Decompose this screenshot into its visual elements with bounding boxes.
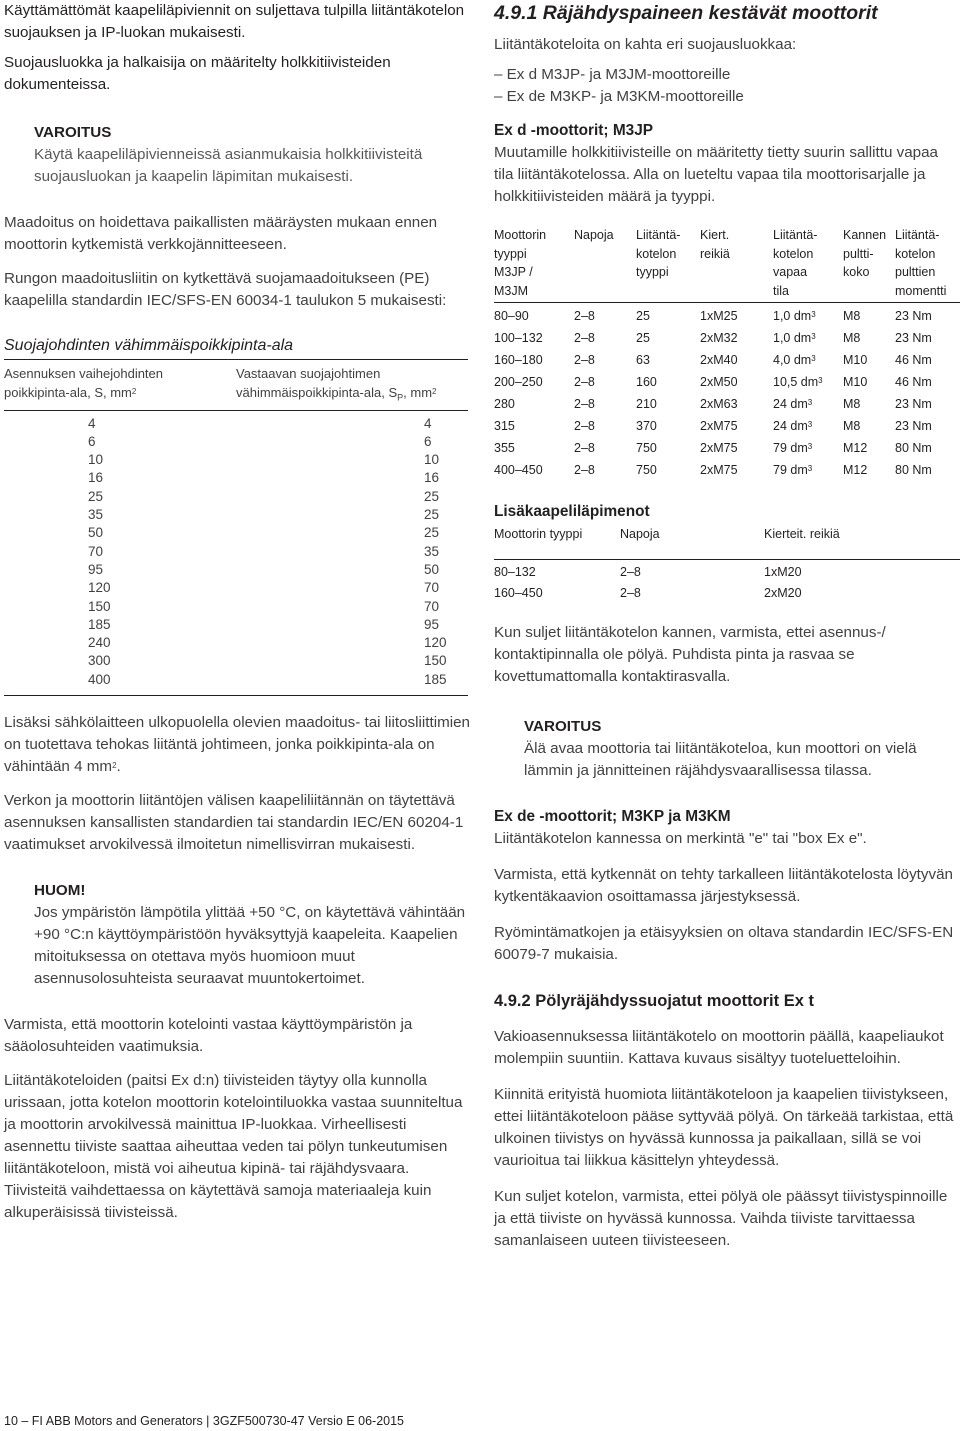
warning-title: VAROITUS [524, 718, 602, 735]
cell-text: 315 [494, 419, 515, 433]
table-cell [700, 393, 773, 415]
pe-table-body [4, 415, 468, 689]
table-cell: 185 [88, 616, 111, 632]
table-row [494, 327, 960, 349]
table-cell [843, 393, 895, 415]
header-text: reikiä [700, 246, 730, 261]
table-cell [574, 327, 636, 349]
cell-text: 80 Nm [895, 463, 932, 477]
table-cell [636, 305, 700, 327]
note-text: Jos ympäristön lämpötila ylittää +50 °C, on käytettävä vähintään +90 °C:n käyttöympäristöön hyväksyttyjä kaapeleita. Kaapelien mitoituksessa on otettava myös huomioon muut asennusolosuhteista seuraavat muuntokertoimet. [34, 904, 466, 988]
cell-text: 2–8 [574, 375, 595, 389]
cable-connection-paragraph: Verkon ja moottorin liitäntöjen välisen kaapeliliitännän on täytettävä asennuksen kansallisten standardien tai standardin IEC/EN 60204-1 vaatimukset arvokilvessä ilmoitetun nimellisvirran mukaisesti. [4, 792, 464, 854]
header-text: pultti- [843, 246, 874, 261]
cell-text: 10,5 dm [773, 375, 819, 389]
pe-table-rule [4, 410, 468, 411]
table-row [4, 469, 468, 487]
superscript: 3 [811, 310, 816, 319]
enclosure-paragraph: Varmista, että moottorin kotelointi vastaa käyttöympäristön ja sääolosuhteiden vaatimuksia. [4, 1016, 413, 1056]
table-row [494, 415, 960, 437]
table-cell: 80–132 [494, 565, 536, 579]
section-heading-491: 4.9.1 Räjähdyspaineen kestävät moottorit [494, 2, 878, 24]
table-cell [843, 437, 895, 459]
header-text: Moottorin [494, 228, 547, 242]
table-cell [895, 371, 960, 393]
superscript: 3 [811, 354, 816, 363]
table-cell [494, 349, 574, 371]
marking-paragraph: Liitäntäkotelon kannessa on merkintä "e" tai "box Ex e". [494, 830, 867, 847]
table-cell [574, 349, 636, 371]
header-text: tila [773, 283, 789, 298]
header-text: kotelon [773, 246, 814, 261]
right-column [494, 0, 960, 1252]
table-header-cell: Moottorin tyyppi [494, 527, 583, 541]
table-header-cell [843, 226, 895, 300]
superscript: 2 [131, 387, 137, 396]
table-row [4, 451, 468, 469]
frame-earthing-paragraph: Rungon maadoitusliitin on kytkettävä suojamaadoitukseen (PE) kaapelilla standardin IEC/SFS-EN 60034-1 taulukon 5 mukaisesti: [4, 270, 447, 309]
warning-box-2 [494, 716, 960, 782]
dash-list [494, 64, 960, 108]
cell-text: 25 [636, 309, 650, 323]
table-cell: 4 [88, 415, 96, 431]
cell-text: 46 Nm [895, 353, 932, 367]
table-cell [773, 305, 843, 327]
table-cell: 16 [88, 470, 104, 486]
intro-paragraph-1: Käyttämättömät kaapeliläpiviennit on suljettava tulpilla liitäntäkotelon suojauksen ja IP-luokan mukaisesti. [4, 2, 465, 41]
cell-text: 750 [636, 463, 657, 477]
table-cell [636, 415, 700, 437]
table-cell: 4 [424, 415, 432, 431]
cell-text: 750 [636, 441, 657, 455]
wiring-order-paragraph: Varmista, että kytkennät on tehty tarkalleen liitäntäkotelosta löytyvän kytkentäkaavion osoittamassa järjestyksessä. [494, 866, 953, 905]
header-text: pulttien [895, 265, 936, 279]
table-cell [636, 371, 700, 393]
table-cell [843, 371, 895, 393]
gasket-paragraph: Liitäntäkoteloiden (paitsi Ex d:n) tiivisteiden täytyy olla kunnolla urissaan, jotta kotelon moottorin kotelointiluokka vastaa suunniteltua ja moottorin arvokilvessä mainittua IP-luokkaa. Virheellisesti asennettu tiiviste saattaa aiheuttaa veden tai pölyn tunkeutumisen liitäntäkoteloon, mistä voi aiheutua kipinä- tai räjähdysvaara. Tiivisteitä vaihdettaessa on käytettävä samoja materiaaleja kuin alkuperäisissä tiivisteissä. [4, 1072, 463, 1222]
table-row [4, 671, 468, 689]
header-text: M3JP / [494, 265, 533, 279]
table-cell [574, 459, 636, 481]
warning-box-1 [4, 122, 470, 188]
earthing-paragraph: Maadoitus on hoidettava paikallisten määräysten mukaan ennen moottorin kytkemistä verkkojännitteeseen. [4, 214, 438, 253]
table-cell: 50 [424, 561, 440, 577]
table-cell [494, 393, 574, 415]
table-cell: 120 [424, 635, 447, 651]
table-cell [494, 415, 574, 437]
table-cell [773, 415, 843, 437]
extra-cable-table-body [494, 562, 960, 604]
cell-text: 2–8 [574, 331, 595, 345]
table-cell: 35 [88, 507, 104, 523]
header-text: Asennuksen vaihejohdinten [4, 366, 164, 381]
superscript: 2 [112, 761, 117, 771]
table-cell: 1xM20 [764, 565, 802, 579]
table-header-cell [4, 364, 236, 408]
header-text: koko [843, 265, 870, 279]
table-cell: 35 [424, 543, 440, 559]
header-text: tyyppi [636, 265, 669, 279]
page-footer: 10 – FI ABB Motors and Generators | 3GZF500730-47 Versio E 06-2015 [4, 1414, 404, 1428]
cell-text: 2xM63 [700, 397, 738, 411]
exde-heading: Ex de -moottorit; M3KP ja M3KM [494, 808, 731, 825]
table-row [4, 415, 468, 433]
table-row [4, 579, 468, 597]
cell-text: 1,0 dm [773, 331, 812, 345]
table-cell [574, 415, 636, 437]
table-row [494, 583, 960, 604]
table-row [4, 652, 468, 670]
header-text: momentti [895, 283, 947, 298]
table-row [4, 506, 468, 524]
table-cell [843, 459, 895, 481]
cell-text: M12 [843, 463, 868, 477]
table-cell: 6 [424, 433, 432, 449]
table-cell: 120 [88, 580, 111, 596]
table-cell [700, 327, 773, 349]
cell-text: 2xM40 [700, 353, 738, 367]
cell-text: M8 [843, 397, 861, 411]
header-text: Kiert. [700, 228, 730, 242]
table-cell: 70 [88, 543, 104, 559]
table-cell [843, 305, 895, 327]
table-row [494, 371, 960, 393]
note-box [4, 880, 470, 990]
section-heading-492: 4.9.2 Pölyräjähdyssuojatut moottorit Ex t [494, 992, 814, 1010]
cell-text: 2xM32 [700, 331, 738, 345]
table-cell [773, 393, 843, 415]
note-title: HUOM! [34, 882, 86, 900]
superscript: 3 [807, 442, 813, 451]
table-header-cell [236, 364, 468, 408]
table-row [494, 349, 960, 371]
table-cell [700, 349, 773, 371]
table-cell: 25 [424, 525, 440, 541]
table-row [494, 305, 960, 327]
table-cell: 2–8 [620, 565, 641, 579]
cell-text: 80 Nm [895, 441, 932, 455]
table-cell [700, 415, 773, 437]
cell-text: 23 Nm [895, 309, 932, 323]
additional-earthing-paragraph [4, 712, 470, 778]
table-row [4, 543, 468, 561]
table-cell [895, 393, 960, 415]
extra-cable-heading: Lisäkaapeliläpimenot [494, 503, 650, 520]
table-cell [773, 371, 843, 393]
table-cell [636, 459, 700, 481]
cell-text: M10 [843, 375, 868, 389]
cell-text: 210 [636, 397, 657, 411]
cell-text: 370 [636, 419, 657, 433]
cell-text: 355 [494, 441, 515, 455]
cell-text: 160 [636, 375, 657, 389]
table-row [494, 459, 960, 481]
cell-text: M8 [843, 309, 861, 323]
cell-text: 280 [494, 397, 515, 411]
table-cell [700, 371, 773, 393]
cell-text: M10 [843, 353, 868, 367]
superscript: 3 [807, 420, 813, 429]
warning-title: VAROITUS [34, 124, 112, 141]
list-item: – Ex de M3KP- ja M3KM-moottoreille [494, 88, 744, 105]
table-cell [773, 327, 843, 349]
creepage-paragraph: Ryömintämatkojen ja etäisyyksien on oltava standardin IEC/SFS-EN 60079-7 mukaisia. [494, 924, 954, 963]
cell-text: 2–8 [574, 397, 595, 411]
superscript: 3 [811, 332, 816, 341]
table-cell [895, 327, 960, 349]
header-text: vapaa [773, 265, 808, 279]
table-header-cell [700, 226, 773, 300]
table-cell [700, 305, 773, 327]
cell-text: 2–8 [574, 309, 595, 323]
header-text: Liitäntä- [773, 228, 818, 242]
table-header-cell [494, 226, 574, 300]
table-cell: 150 [424, 653, 447, 669]
superscript: 3 [818, 376, 823, 385]
pe-table-title: Suojajohdinten vähimmäispoikkipinta-ala [4, 337, 294, 354]
table-cell [895, 437, 960, 459]
table-cell [773, 437, 843, 459]
cell-text: 23 Nm [895, 397, 932, 411]
superscript: 2 [432, 387, 437, 396]
cell-text: 80–90 [494, 309, 529, 323]
table-cell [843, 349, 895, 371]
header-text: Kannen [843, 228, 887, 242]
header-text: Napoja [574, 228, 614, 242]
cell-text: 400–450 [494, 463, 543, 477]
table-cell [773, 349, 843, 371]
extra-cable-table [494, 525, 960, 543]
cell-text: 100–132 [494, 331, 543, 345]
superscript: 3 [807, 398, 813, 407]
table-cell [494, 327, 574, 349]
table-cell: 95 [88, 561, 104, 577]
table-row [4, 598, 468, 616]
terminal-box-table [494, 226, 960, 300]
cell-text: 1xM25 [700, 309, 738, 323]
terminal-box-table-body [494, 305, 960, 481]
table-cell [843, 415, 895, 437]
paragraph-text: . [116, 758, 121, 776]
table-header-row [494, 226, 960, 300]
table-cell: 10 [88, 452, 104, 468]
table-cell [773, 459, 843, 481]
table-header-cell [636, 226, 700, 300]
cell-text: 2xM50 [700, 375, 738, 389]
cell-text: 2–8 [574, 463, 595, 477]
table-cell: 70 [424, 598, 440, 614]
table-cell: 70 [424, 580, 440, 596]
cell-text: 63 [636, 353, 650, 367]
table-cell: 10 [424, 452, 440, 468]
subscript: P [397, 392, 404, 403]
table-cell [636, 349, 700, 371]
cell-text: 160–180 [494, 353, 543, 367]
table-header-cell [773, 226, 843, 300]
table-cell: 25 [424, 488, 440, 504]
header-text: M3JM [494, 283, 529, 298]
table-cell [895, 305, 960, 327]
table-cell: 2–8 [620, 586, 641, 600]
cell-text: 24 dm [773, 397, 808, 411]
table-cell [636, 393, 700, 415]
pe-conductor-table [4, 364, 468, 408]
table-cell [636, 327, 700, 349]
cell-text: 23 Nm [895, 419, 932, 433]
intro-paragraph-2: Suojausluokka ja halkaisija on määritelty holkkitiivisteiden dokumenteissa. [4, 54, 391, 93]
header-text: poikkipinta-ala, S, mm [4, 385, 132, 400]
table-rule [494, 302, 960, 303]
header-text: kotelon [636, 246, 677, 261]
free-space-paragraph: Muutamille holkkitiivisteille on määritetty tietty suurin sallittu vapaa tila liitäntäkotelossa. Alla on lueteltu vapaa tila moottorisarjalle ja holkkitiivisteiden määrä ja tyyppi. [494, 144, 938, 205]
cell-text: 4,0 dm [773, 353, 812, 367]
table-cell: 300 [88, 653, 111, 669]
cell-text: 46 Nm [895, 375, 932, 389]
dust-sealing-paragraph: Kiinnitä erityistä huomiota liitäntäkoteloon ja kaapelien tiivistykseen, ettei liitäntäkoteloon pääse syttyvää pölyä. On tärkeää tarkistaa, että ulkoinen tiivistys on hyvässä kunnossa ja paikallaan, sillä se voi vaurioitua tai liikkua käsittelyn yhteydessä. [494, 1086, 954, 1169]
table-row [494, 437, 960, 459]
table-header-row [4, 364, 468, 408]
table-cell: 160–450 [494, 586, 543, 600]
cell-text: 2–8 [574, 353, 595, 367]
table-cell [494, 459, 574, 481]
table-cell: 6 [88, 433, 96, 449]
table-cell [843, 327, 895, 349]
table-cell [636, 437, 700, 459]
two-classes-paragraph: Liitäntäkoteloita on kahta eri suojausluokkaa: [494, 36, 797, 53]
cell-text: 2xM75 [700, 441, 738, 455]
table-row [4, 488, 468, 506]
table-cell [574, 437, 636, 459]
cell-text: 1,0 dm [773, 309, 812, 323]
table-row [4, 524, 468, 542]
cell-text: 23 Nm [895, 331, 932, 345]
closing-cover-paragraph: Kun suljet liitäntäkotelon kannen, varmista, ettei asennus-/ kontaktipinnalla ole pölyä. Puhdista pinta ja rasvaa se kovettumattomalla kontaktirasvalla. [494, 624, 886, 685]
table-cell: 185 [424, 671, 447, 687]
table-cell: 2xM20 [764, 586, 802, 600]
table-cell [895, 349, 960, 371]
cell-text: 79 dm [773, 463, 808, 477]
table-cell [494, 305, 574, 327]
cell-text: 24 dm [773, 419, 808, 433]
header-text: kotelon [895, 246, 936, 261]
table-header-cell: Napoja [620, 527, 660, 541]
table-row [4, 616, 468, 634]
table-row [4, 433, 468, 451]
table-cell: 400 [88, 671, 111, 687]
cell-text: M8 [843, 419, 861, 433]
table-cell [895, 459, 960, 481]
header-text: tyyppi [494, 246, 527, 261]
exd-heading: Ex d -moottorit; M3JP [494, 122, 654, 139]
cell-text: 25 [636, 331, 650, 345]
table-cell [574, 371, 636, 393]
header-text: vähimmäispoikkipinta-ala, S [236, 385, 398, 400]
table-row [4, 561, 468, 579]
table-cell: 150 [88, 598, 111, 614]
table-header-cell [895, 226, 960, 300]
left-column [4, 0, 470, 1224]
table-cell [494, 371, 574, 393]
cell-text: 2–8 [574, 441, 595, 455]
table-cell: 25 [424, 507, 440, 523]
cell-text: 200–250 [494, 375, 543, 389]
header-text: Liitäntä- [895, 228, 940, 242]
superscript: 3 [807, 464, 813, 473]
table-cell: 95 [424, 616, 440, 632]
paragraph-text: Lisäksi sähkölaitteen ulkopuolella olevien maadoitus- tai liitosliittimien on tuotettava tehokas liitäntä johtimeen, jonka poikkipinta-ala on vähintään 4 mm [4, 714, 470, 776]
table-row [494, 562, 960, 583]
table-cell: 25 [88, 488, 104, 504]
header-text: , mm [403, 385, 433, 400]
table-header-cell [574, 226, 636, 300]
table-header-row [494, 525, 960, 543]
table-cell [494, 437, 574, 459]
pe-table-rule [4, 359, 468, 360]
cell-text: 2–8 [574, 419, 595, 433]
table-rule [494, 559, 960, 560]
cell-text: M12 [843, 441, 868, 455]
table-cell [895, 415, 960, 437]
cell-text: 79 dm [773, 441, 808, 455]
pe-table-rule [4, 695, 468, 696]
cell-text: 2xM75 [700, 463, 738, 477]
closing-enclosure-paragraph: Kun suljet kotelon, varmista, ettei pölyä ole päässyt tiivistyspinnoille ja että tiiviste on hyvässä kunnossa. Vaihda tiiviste tarvittaessa samanlaiseen uuteen tiivisteeseen. [494, 1188, 948, 1249]
table-cell [700, 437, 773, 459]
table-cell [574, 305, 636, 327]
warning-text: Älä avaa moottoria tai liitäntäkoteloa, kun moottori on vielä lämmin ja jännitteinen räjähdysvaarallisessa tilassa. [524, 740, 917, 779]
table-cell [574, 393, 636, 415]
standard-mounting-paragraph: Vakioasennuksessa liitäntäkotelo on moottorin päällä, kaapeliaukot molempiin suuntiin. Kattava kuvaus sisältyy tuoteluetteloihin. [494, 1028, 944, 1067]
warning-text: Käytä kaapeliläpivienneissä asianmukaisia holkkitiivisteitä suojausluokan ja kaapelin läpimitan mukaisesti. [34, 146, 423, 185]
header-text: Liitäntä- [636, 228, 681, 242]
table-cell: 16 [424, 470, 440, 486]
table-row [494, 393, 960, 415]
cell-text: 2xM75 [700, 419, 738, 433]
list-item: – Ex d M3JP- ja M3JM-moottoreille [494, 66, 731, 83]
table-cell [700, 459, 773, 481]
table-cell: 50 [88, 525, 104, 541]
table-header-cell: Kierteit. reikiä [764, 527, 840, 541]
header-text: Vastaavan suojajohtimen [236, 366, 381, 381]
cell-text: M8 [843, 331, 861, 345]
table-row [4, 634, 468, 652]
table-cell: 240 [88, 635, 111, 651]
